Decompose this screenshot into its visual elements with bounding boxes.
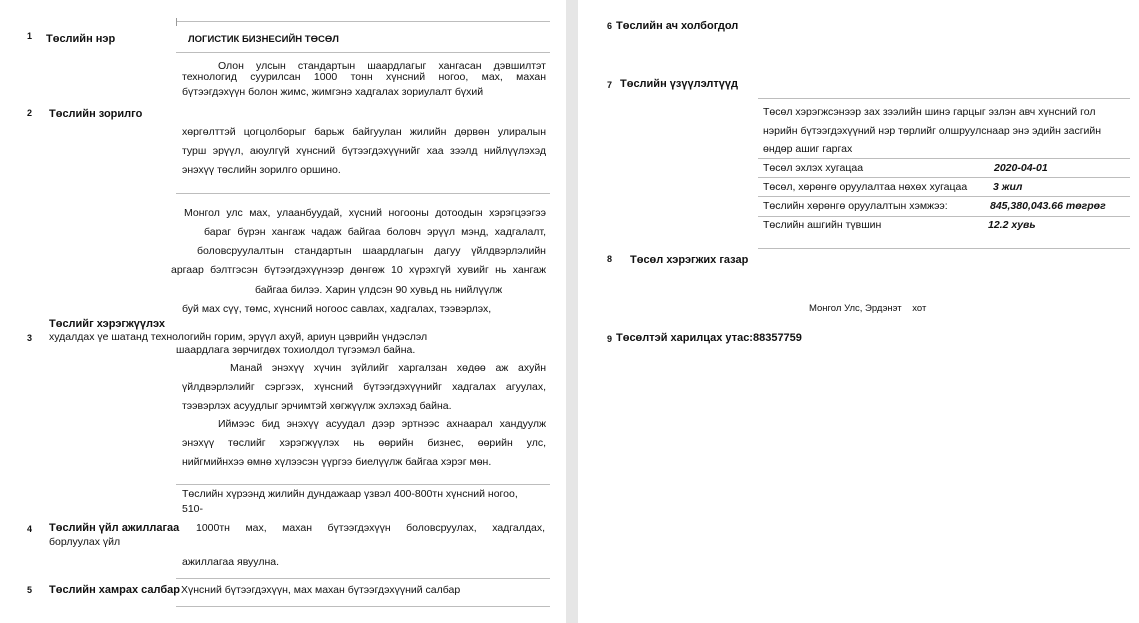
section-label: Төслийн зорилго [49, 108, 143, 120]
page-gutter [566, 0, 578, 623]
section-number: 9 [607, 334, 613, 344]
section-label: Төслийн ач холбогдол [616, 20, 739, 32]
rationale-line: энэхүү төслийг хэрэгжүүлэх нь өөрийн бизнес, өөрийн улс, [182, 437, 546, 449]
rationale-line: буй мах сүү, төмс, хүнсний ногоос савлах, хадгалах, тээвэрлэх, [182, 303, 492, 315]
goal-text-line: турш эрүүл, аюулгүй хүнсний бүтээгдэхүүнийг хаа зээлд нийлүүлэхэд [182, 145, 546, 157]
rationale-line: боловсруулалтын стандартын шаардлагын дагуу үйлдвэрлэлийн [197, 245, 546, 257]
section-label: Төслийн хамрах салбар [49, 584, 180, 596]
section-number: 4 [27, 524, 33, 534]
table-rule [176, 578, 550, 579]
activity-line: 1000тн мах, махан бүтээгдэхүүн боловсруулах, хадгалдах, [196, 522, 545, 534]
section-label: Төсөл хэрэгжих газар [630, 254, 749, 266]
rationale-line: аргаар бэлтгэсэн бүтээгдэхүүнээр дөнгөж 10 хүрэхгүй хувийг нь хангаж [171, 264, 546, 276]
section-number: 1 [27, 31, 33, 41]
indicator-text-line: өндөр ашиг гаргах [763, 143, 853, 155]
section-label: Төслийн үзүүлэлтүүд [620, 78, 738, 90]
table-rule [176, 484, 550, 485]
table-rule [176, 193, 550, 194]
section-label: Төслийн нэр [46, 33, 116, 45]
contact-label: Төсөлтэй харилцах утас:88357759 [616, 332, 802, 344]
table-rule [758, 98, 1130, 99]
section-number: 5 [27, 585, 33, 595]
indicator-row-label: Төслийн хөрөнгө оруулалтын хэмжээ: [763, 200, 948, 212]
right-page [578, 0, 1139, 623]
section-number: 7 [607, 80, 613, 90]
project-name: ЛОГИСТИК БИЗНЕСИЙН ТӨСӨЛ [188, 34, 339, 45]
rationale-line: тээвэрлэх асуудлыг эрчимтэй хөгжүүлж эхлэхэд байна. [182, 400, 452, 412]
section-number: 8 [607, 254, 613, 264]
table-rule [758, 158, 1130, 159]
indicator-row-label: Төсөл эхлэх хугацаа [763, 162, 864, 174]
section-label-continued: борлуулах үйл [49, 536, 121, 548]
table-rule [758, 177, 1130, 178]
section-number: 2 [27, 108, 33, 118]
table-rule [176, 52, 550, 53]
goal-text-line: энэхүү төслийн зорилго оршино. [182, 164, 341, 176]
table-rule [176, 606, 550, 607]
section-label: Төслийн үйл ажиллагаа [49, 522, 180, 534]
rationale-line: нийгмийнхээ өмнө хүлээсэн үүргээ биелүүлж байгаа хэрэг мөн. [182, 456, 492, 468]
goal-text-line: Олон улсын стандартын шаардлагыг хангасан дэвшилтэт [218, 60, 546, 72]
section-number: 6 [607, 21, 613, 31]
table-rule [758, 248, 1130, 249]
section-number: 3 [27, 333, 33, 343]
indicator-text-line: нэрийн бүтээгдэхүүний нэр төрлийг олшруулснаар энэ эдийн засгийн [763, 125, 1102, 137]
location-text: Монгол Улс, Эрдэнэт хот [809, 303, 927, 314]
indicator-row-value: 2020-04-01 [994, 162, 1048, 174]
rationale-line: Манай энэхүү хүчин зүйлийг харгалзан хөдөө аж ахуйн [230, 362, 546, 374]
rationale-line: шаардлага зөрчигдөх тохиолдол түгээмэл байна. [176, 344, 416, 356]
left-page [0, 0, 566, 623]
indicator-row-value: 3 жил [993, 181, 1023, 193]
indicator-row-value: 845,380,043.66 төгрөг [990, 200, 1106, 212]
goal-text-line: технологид суурилсан 1000 тонн хүнсний ногоо, мах, махан [182, 71, 546, 83]
table-rule [176, 21, 550, 22]
rationale-line: Монгол улс мах, улаанбуудай, хүсний ногооны дотоодын хэрэгцээгээ [184, 207, 546, 219]
rationale-line: Иймээс бид энэхүү асуудал дээр эртнээс ахнаарал хандуулж [218, 418, 546, 430]
activity-line: 510- [182, 503, 204, 515]
rationale-line: үйлдвэрлэлийг сэргээх, хүнсний бүтээгдэхүүнийг хадгалах агуулах, [182, 381, 546, 393]
table-rule [176, 18, 177, 26]
indicator-text-line: Төсөл хэрэгжсэнээр зах зээлийн шинэ гарцыг эзлэн авч хүнсний гол [763, 106, 1096, 118]
section-label: Төслийг хэрэгжүүлэх [49, 318, 166, 330]
activity-line: ажиллагаа явуулна. [182, 556, 280, 568]
sector-text: Хүнсний бүтээгдэхүүн, мах махан бүтээгдэхүүний салбар [181, 584, 461, 596]
rationale-line: бараг бүрэн хангаж чадаж байгаа боловч эрүүл мэнд, хадгалалт, [204, 226, 546, 238]
table-rule [758, 196, 1130, 197]
goal-text-line: хөргөлттэй цогцолборыг барьж байгуулан жилийн дөрвөн улиралын [182, 126, 546, 138]
indicator-row-label: Төслийн ашгийн түвшин [763, 219, 882, 231]
section-label-continued: худалдах үе шатанд технологийн горим, эрүүл ахуй, ариун цэврийн үндэслэл [49, 331, 428, 343]
indicator-row-value: 12.2 хувь [988, 219, 1036, 231]
goal-text-line: бүтээгдэхүүн болон жимс, жимгэнэ хадгалах зориулалт бүхий [182, 86, 484, 98]
rationale-line: байгаа билээ. Харин үлдсэн 90 хувьд нь нийлүүлж [255, 284, 503, 296]
activity-line: Төслийн хүрээнд жилийн дундажаар үзвэл 400-800тн хүнсний ногоо, [182, 488, 518, 500]
indicator-row-label: Төсөл, хөрөнгө оруулалтаа нөхөх хугацаа [763, 181, 968, 193]
